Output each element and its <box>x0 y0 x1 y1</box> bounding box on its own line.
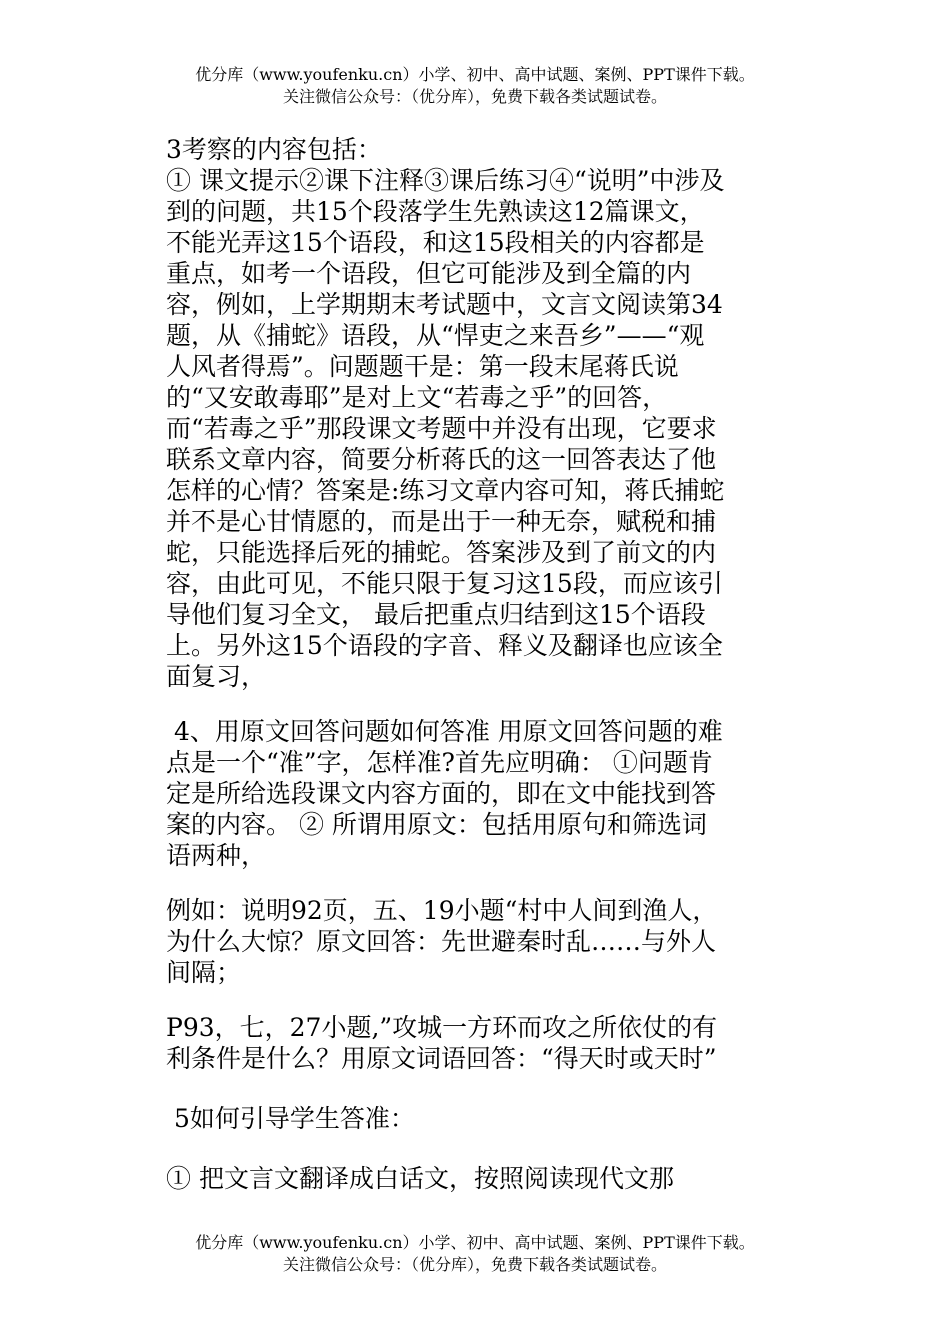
footer-line-1: 优分库（www.youfenku.cn）小学、初中、高中试题、案例、PPT课件下载。 <box>195 1233 755 1252</box>
example-paragraph-2: P93，七，27小题,”攻城一方环而攻之所依仗的有利条件是什么？用原文词语回答：“得天时或天时” <box>166 1013 718 1073</box>
header-line-2: 关注微信公众号：（优分库），免费下载各类试题试卷。 <box>282 87 667 106</box>
footer-line-2: 关注微信公众号：（优分库），免费下载各类试题试卷。 <box>282 1255 667 1274</box>
section-4-paragraph: 4、用原文回答问题如何答准 用原文回答问题的难点是一个“准”字，怎样准?首先应明确： ①问题肯定是所给选段课文内容方面的，即在文中能找到答案的内容。 ② 所谓用原文：包括用原句和筛选词语两种， <box>166 717 723 870</box>
section-3-heading: 3考察的内容包括： <box>166 135 382 164</box>
page-footer <box>0 1232 950 1276</box>
document-body <box>166 134 726 1194</box>
header-line-1: 优分库（www.youfenku.cn）小学、初中、高中试题、案例、PPT课件下载。 <box>195 65 755 84</box>
section-5-item-1: ① 把文言文翻译成白话文，按照阅读现代文那 <box>166 1164 674 1193</box>
page-header <box>0 64 950 108</box>
section-5-heading: 5如何引导学生答准： <box>166 1104 415 1133</box>
example-paragraph-1: 例如：说明92页，五、19小题“村中人间到渔人，为什么大惊？原文回答：先世避秦时乱……与外人间隔； <box>166 896 718 987</box>
section-3-paragraph: ① 课文提示②课下注释③课后练习④“说明”中涉及到的问题，共15个段落学生先熟读这12篇课文，不能光弄这15个语段，和这15段相关的内容都是重点，如考一个语段，但它可能涉及到全篇的内容，例如，上学期期末考试题中，文言文阅读第34题，从《捕蛇》语段，从“悍吏之来吾乡”——“观人风者得焉”。问题题干是：第一段末尾蒋氏说的“又安敢毒耶”是对上文“若毒之乎”的回答，而“若毒之乎”那段课文考题中并没有出现，它要求联系文章内容，简要分析蒋氏的这一回答表达了他怎样的心情？答案是:练习文章内容可知，蒋氏捕蛇并不是心甘情愿的，而是出于一种无奈，赋税和捕蛇，只能选择后死的捕蛇。答案涉及到了前文的内容，由此可见，不能只限于复习这15段，而应该引导他们复习全文， 最后把重点归结到这15个语段上。另外这15个语段的字音、释义及翻译也应该全面复习， <box>166 166 725 691</box>
